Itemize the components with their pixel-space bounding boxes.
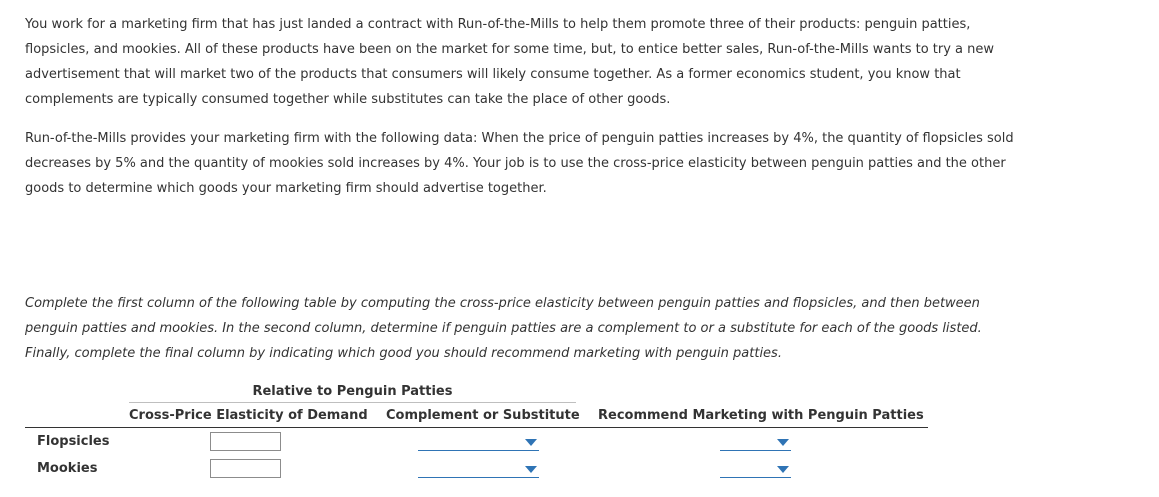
row-label-flopsicles: Flopsicles <box>37 434 110 449</box>
column-header-elasticity: Cross-Price Elasticity of Demand <box>129 408 368 423</box>
flopsicles-recommend-dropdown[interactable] <box>720 432 791 451</box>
mookies-recommend-dropdown[interactable] <box>720 459 791 478</box>
caret-down-icon <box>777 466 789 473</box>
table-header-divider <box>25 427 928 428</box>
intro-paragraph-1: You work for a marketing firm that has just landed a contract with Run-of-the-Mills to help them promote three of their products: penguin patties, flopsicles, and mookies. All of these products have been on the market for some time, but, to entice better sales, Run-of-the-Mills wants to try a new advertisement that will market two of the products that consumers will likely consume together. As a former economics student, you know that complements are typically consumed together while substitutes can take the place of other goods. <box>25 17 995 107</box>
intro-paragraph-2: Run-of-the-Mills provides your marketing firm with the following data: When the price of penguin patties increases by 4%, the quantity of flopsicles sold decreases by 5% and the quantity of mookies sold increases by 4%. Your job is to use the cross-price elasticity between penguin patties and the other goods to determine which goods your marketing firm should advertise together. <box>25 131 1014 196</box>
flopsicles-complement-substitute-dropdown[interactable] <box>418 432 539 451</box>
flopsicles-elasticity-input[interactable] <box>210 432 281 451</box>
column-header-recommend: Recommend Marketing with Penguin Patties <box>598 408 924 423</box>
mookies-elasticity-input[interactable] <box>210 459 281 478</box>
table-group-header: Relative to Penguin Patties <box>129 384 576 403</box>
caret-down-icon <box>777 439 789 446</box>
caret-down-icon <box>525 439 537 446</box>
row-label-mookies: Mookies <box>37 461 98 476</box>
instructions-paragraph: Complete the first column of the following table by computing the cross-price elasticity between penguin patties and flopsicles, and then between penguin patties and mookies. In the second column, determine if penguin patties are a complement to or a substitute for each of the goods listed. Finally, complete the final column by indicating which good you should recommend marketing with penguin patties. <box>25 296 982 361</box>
mookies-complement-substitute-dropdown[interactable] <box>418 459 539 478</box>
column-header-complement-substitute: Complement or Substitute <box>386 408 580 423</box>
caret-down-icon <box>525 466 537 473</box>
